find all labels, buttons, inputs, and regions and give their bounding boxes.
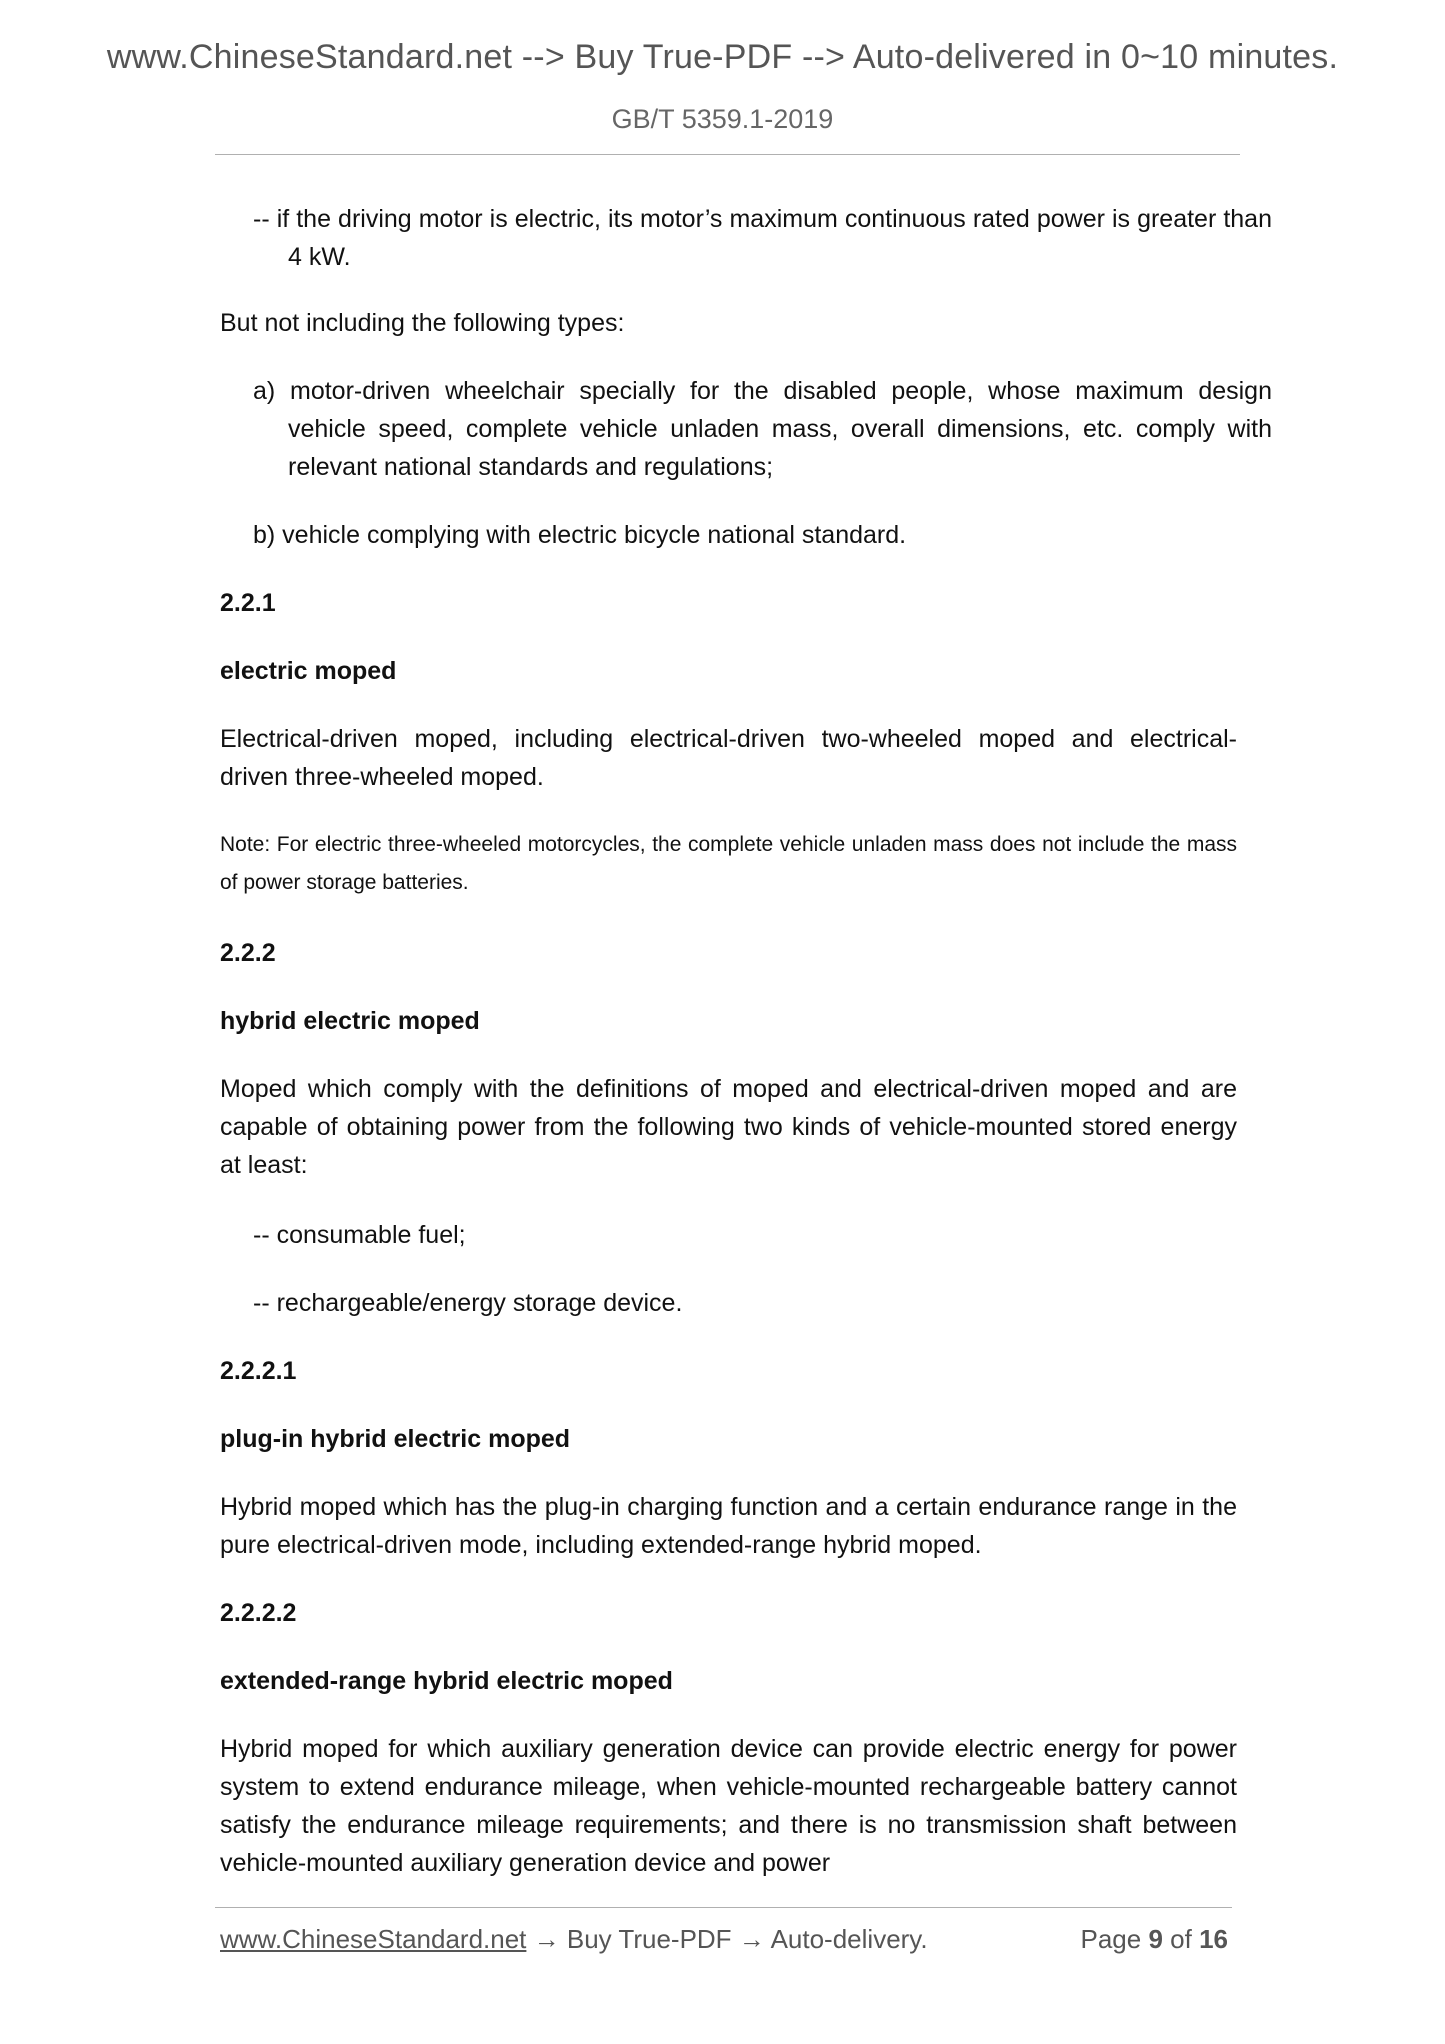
footer-site-link[interactable]: www.ChineseStandard.net xyxy=(220,1924,527,1954)
list-item-b: b) vehicle complying with electric bicycle national standard. xyxy=(253,521,907,549)
list-item-a: a) motor-driven wheelchair specially for the disabled people, whose maximum design vehicle speed, complete vehicle unladen mass, overall dimensions, etc. comply with relevant national standards and regulations; xyxy=(253,377,1272,481)
list-item-energy-storage: -- rechargeable/energy storage device. xyxy=(253,1289,683,1317)
page-number: 9 xyxy=(1148,1924,1163,1954)
term-electric-moped: electric moped xyxy=(220,657,397,685)
list-item-motor-power: -- if the driving motor is electric, its motor’s maximum continuous rated power is greater than 4 kW. xyxy=(253,205,1272,271)
definition-hybrid-electric-moped: Moped which comply with the definitions of moped and electrical-driven moped and are capable of obtaining power from the following two kinds of vehicle-mounted stored energy at least: xyxy=(220,1075,1237,1179)
paragraph-exclusions-intro: But not including the following types: xyxy=(220,309,625,337)
definition-plug-in-hybrid: Hybrid moped which has the plug-in charging function and a certain endurance range in the pure electrical-driven mode, including extended-range hybrid moped. xyxy=(220,1493,1237,1559)
term-extended-range-hybrid: extended-range hybrid electric moped xyxy=(220,1667,673,1695)
clause-number-2-2-2-1: 2.2.2.1 xyxy=(220,1357,297,1385)
page-total: 16 xyxy=(1199,1924,1228,1954)
footer-left xyxy=(220,1924,928,1955)
page-label: Page xyxy=(1080,1924,1142,1954)
term-plug-in-hybrid: plug-in hybrid electric moped xyxy=(220,1425,571,1453)
document-code: GB/T 5359.1-2019 xyxy=(611,104,834,134)
clause-number-2-2-1: 2.2.1 xyxy=(220,589,276,617)
clause-number-2-2-2: 2.2.2 xyxy=(220,939,276,967)
note-electric-moped: Note: For electric three-wheeled motorcycles, the complete vehicle unladen mass does not include the mass of power storage batteries. xyxy=(220,833,1237,894)
term-hybrid-electric-moped: hybrid electric moped xyxy=(220,1007,480,1035)
definition-electric-moped: Electrical-driven moped, including electrical-driven two-wheeled moped and electrical-driven three-wheeled moped. xyxy=(220,725,1237,791)
clause-number-2-2-2-2: 2.2.2.2 xyxy=(220,1599,297,1627)
list-item-consumable-fuel: -- consumable fuel; xyxy=(253,1221,466,1249)
footer-divider xyxy=(215,1907,1232,1908)
of-label: of xyxy=(1170,1924,1192,1954)
site-banner: www.ChineseStandard.net --> Buy True-PDF --> Auto-delivered in 0~10 minutes. xyxy=(106,38,1339,76)
definition-extended-range-hybrid: Hybrid moped for which auxiliary generation device can provide electric energy for power system to extend endurance mileage, when vehicle-mounted rechargeable battery cannot satisfy the endurance mileage requirements; and there is no transmission shaft between vehicle-mounted auxiliary generation device and power xyxy=(220,1735,1237,1877)
footer-trail-text: → Buy True-PDF → Auto-delivery. xyxy=(526,1924,928,1954)
page-indicator xyxy=(1080,1924,1228,1955)
